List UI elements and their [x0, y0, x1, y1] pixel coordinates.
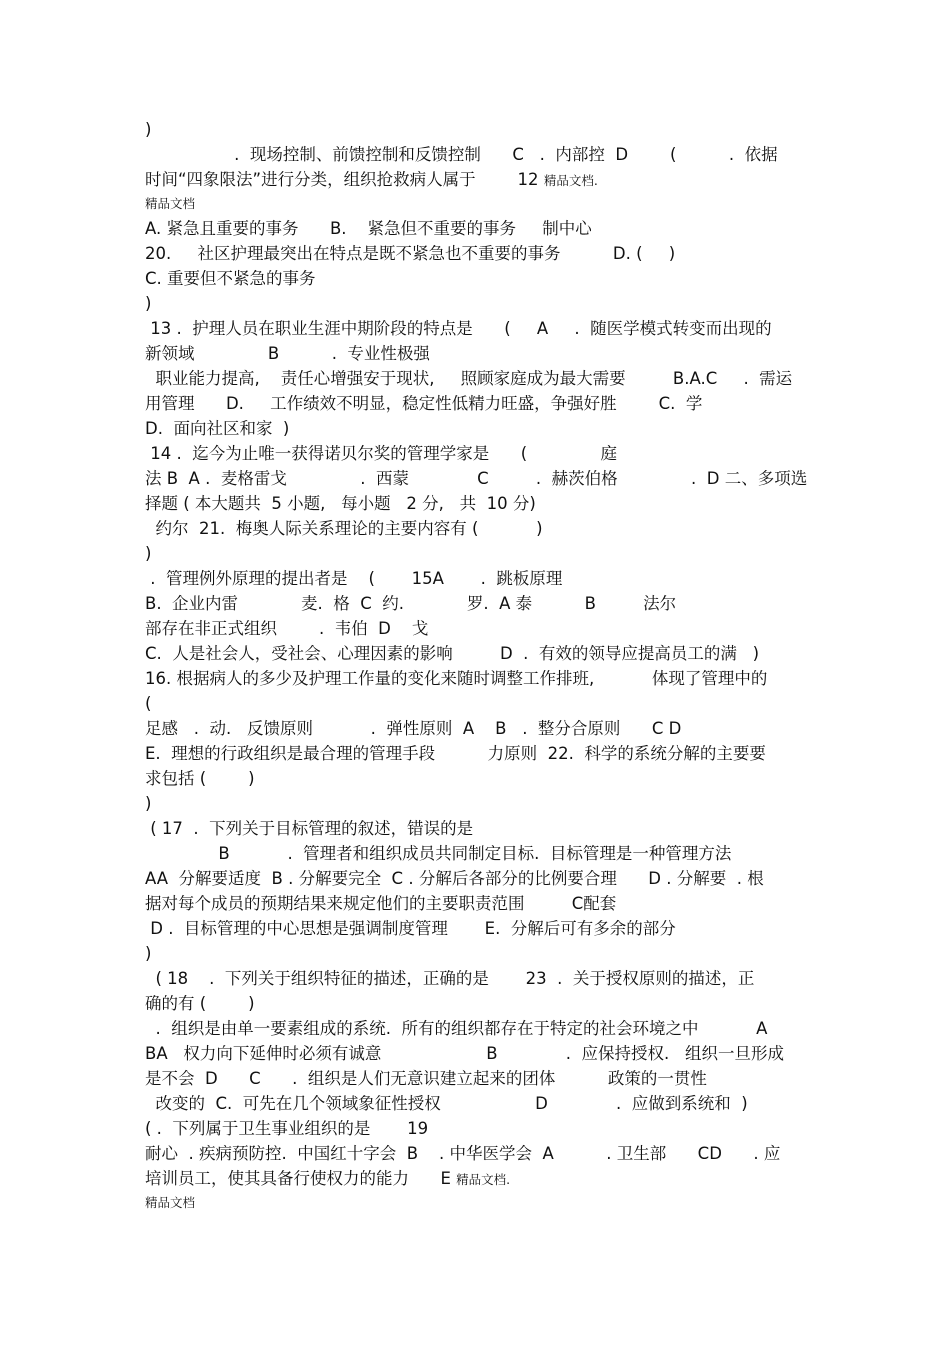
text-line: AA 分解要适度 B . 分解要完全 C . 分解后各部分的比例要合理 D . 分解要 . 根 [145, 869, 764, 888]
text-line: 足感 . 动. 反馈原则 . 弹性原则 A B . 整分合原则 C D [145, 719, 682, 738]
watermark-inline: 精品文档. [456, 1172, 511, 1187]
text-line: B . 管理者和组织成员共同制定目标. 目标管理是一种管理方法 [145, 844, 732, 863]
text-line: . 组织是由单一要素组成的系统. 所有的组织都存在于特定的社会环境之中 A [145, 1019, 768, 1038]
text-line: . 现场控制、前馈控制和反馈控制 C . 内部控 D ( . 依据 [145, 145, 778, 164]
text-line: 用管理 D. 工作绩效不明显，稳定性低精力旺盛，争强好胜 C. 学 [145, 394, 703, 413]
text-line: 14 . 迄今为止唯一获得诺贝尔奖的管理学家是 ( 庭 [145, 444, 618, 463]
text-line [145, 1167, 815, 1191]
text-line: 改变的 C. 可先在几个领域象征性授权 D . 应做到系统和 ) [145, 1094, 748, 1113]
text-line: C. 重要但不紧急的事务 [145, 269, 316, 288]
text-line: 新领域 B . 专业性极强 [145, 344, 430, 363]
text-segment: 培训员工，使其具备行使权力的能力 E [145, 1169, 451, 1188]
watermark-line: 精品文档 [145, 196, 196, 211]
text-line [145, 168, 815, 192]
text-line: ( . 下列属于卫生事业组织的是 19 [145, 1119, 429, 1138]
text-line: ( 17 . 下列关于目标管理的叙述，错误的是 [145, 819, 474, 838]
text-line: 20. 社区护理最突出在特点是既不紧急也不重要的事务 D. ( ) [145, 244, 676, 263]
text-line: 耐心 . 疾病预防控. 中国红十字会 B . 中华医学会 A . 卫生部 CD . 应 [145, 1144, 781, 1163]
text-line: E. 理想的行政组织是最合理的管理手段 力原则 22. 科学的系统分解的主要要 [145, 744, 766, 763]
text-line: 据对每个成员的预期结果来规定他们的主要职责范围 C配套 [145, 894, 617, 913]
text-line: 职业能力提高, 责任心增强安于现状, 照顾家庭成为最大需要 B.A.C . 需运 [145, 369, 793, 388]
text-line: 确的有 ( ) [145, 994, 255, 1013]
text-line: 16. 根据病人的多少及护理工作量的变化来随时调整工作排班, 体现了管理中的 [145, 669, 768, 688]
text-line: ) [145, 794, 152, 813]
text-line: BA 权力向下延伸时必须有诚意 B . 应保持授权. 组织一旦形成 [145, 1044, 784, 1063]
text-line: . 管理例外原理的提出者是 ( 15A . 跳板原理 [145, 569, 563, 588]
text-line: ) [145, 294, 152, 313]
text-line: 约尔 21. 梅奥人际关系理论的主要内容有 ( ) [145, 519, 543, 538]
text-line: 13 . 护理人员在职业生涯中期阶段的特点是 ( A . 随医学模式转变而出现的 [145, 319, 772, 338]
text-line: B. 企业内雷 麦. 格 C 约. 罗. A 泰 B 法尔 [145, 594, 677, 613]
text-line: 是不会 D C . 组织是人们无意识建立起来的团体 政策的一贯性 [145, 1069, 707, 1088]
watermark-inline: 精品文档. [543, 173, 598, 188]
text-line: 部存在非正式组织 . 韦伯 D 戈 [145, 619, 429, 638]
text-line: 择题 ( 本大题共 5 小题, 每小题 2 分, 共 10 分) [145, 494, 536, 513]
text-segment: 时间“四象限法”进行分类，组织抢救病人属于 12 [145, 170, 539, 189]
text-line: C. 人是社会人，受社会、心理因素的影响 D . 有效的领导应提高员工的满 ) [145, 644, 760, 663]
text-line: D. 面向社区和家 ) [145, 419, 290, 438]
text-line: D . 目标管理的中心思想是强调制度管理 E. 分解后可有多余的部分 [145, 919, 676, 938]
text-line: 法 B A . 麦格雷戈 . 西蒙 C . 赫茨伯格 . D 二、多项选 [145, 469, 808, 488]
text-line: ( [145, 694, 152, 713]
text-line: ) [145, 544, 152, 563]
text-line: ) [145, 120, 152, 139]
text-line: A. 紧急且重要的事务 B. 紧急但不重要的事务 制中心 [145, 219, 592, 238]
watermark-line: 精品文档 [145, 1195, 196, 1210]
text-line: ) [145, 944, 152, 963]
text-line: ( 18 . 下列关于组织特征的描述，正确的是 23 . 关于授权原则的描述，正 [145, 969, 755, 988]
text-line: 求包括 ( ) [145, 769, 255, 788]
